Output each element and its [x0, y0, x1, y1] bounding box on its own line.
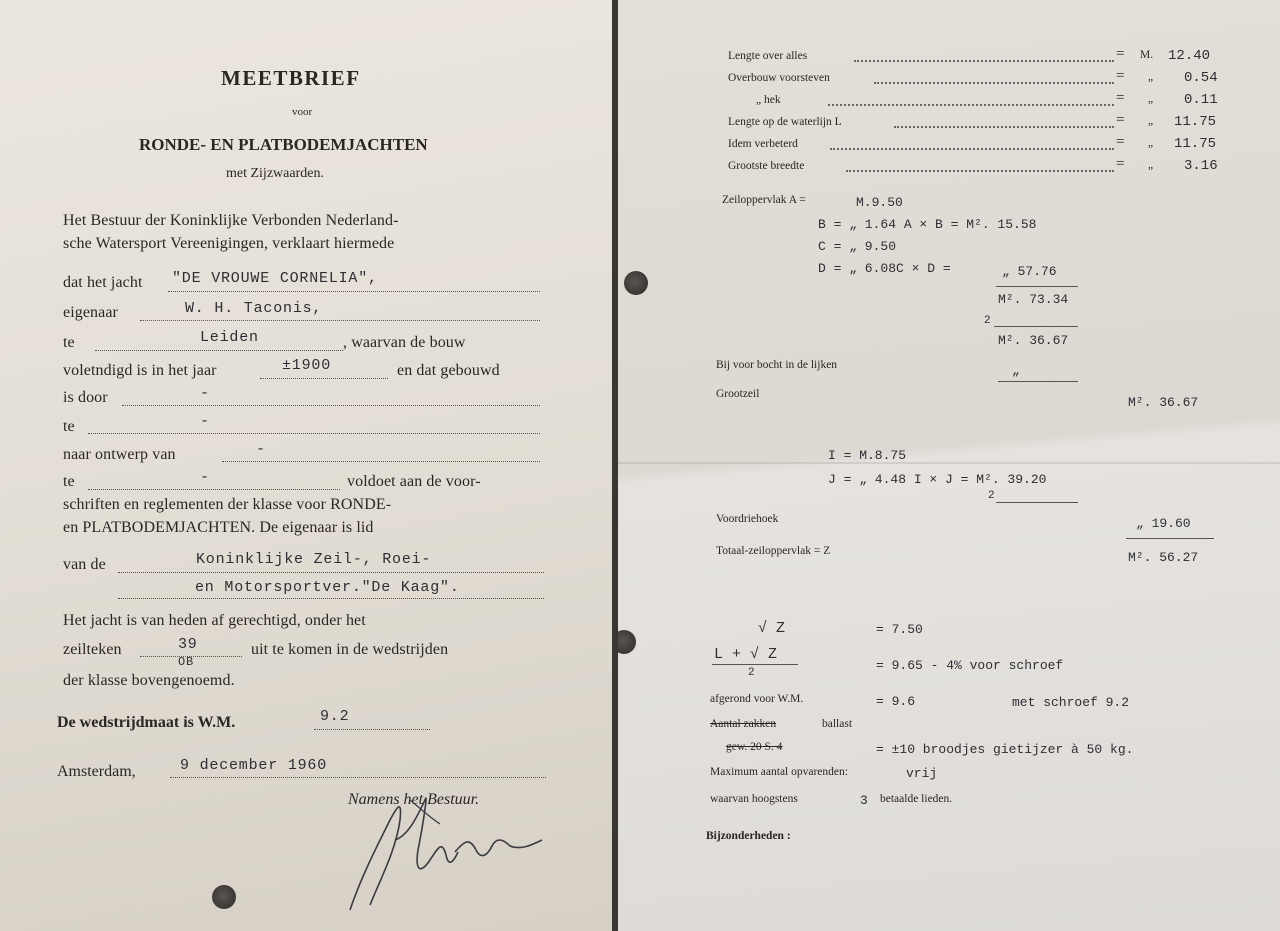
- totaal-label: Totaal-zeiloppervlak = Z: [716, 545, 831, 557]
- dim-eq-2: =: [1116, 68, 1125, 84]
- document-subtitle: RONDE- EN PLATBODEMJACHTEN: [139, 135, 428, 154]
- label-te-3: te: [63, 473, 75, 490]
- dim-unit-4: „: [1148, 115, 1154, 127]
- body-line-schriften: schriften en reglementen der klasse voor RONDE-: [63, 496, 392, 513]
- dots-4: [894, 126, 1114, 128]
- typed-year: ±1900: [282, 357, 332, 374]
- label-amsterdam: Amsterdam,: [57, 763, 136, 780]
- label-gebouwd: en dat gebouwd: [397, 362, 500, 379]
- body-line-1: Het Bestuur der Koninklijke Verbonden Nederland-: [63, 212, 399, 229]
- label-ontwerp: naar ontwerp van: [63, 446, 176, 463]
- certificate-left-page: [0, 0, 612, 931]
- punch-hole-bottom: [212, 885, 236, 909]
- document-title: MEETBRIEF: [221, 66, 361, 90]
- typed-yacht-name: "DE VROUWE CORNELIA",: [172, 270, 378, 287]
- ballast-value: = ±10 broodjes gietijzer à 50 kg.: [876, 742, 1134, 757]
- voor-text: voor: [292, 106, 313, 118]
- zeiloppervlak-a: M.9.50: [856, 195, 903, 210]
- dim-label-hek: „ hek: [756, 94, 781, 106]
- typed-dash-4: -: [200, 469, 210, 486]
- rule-te-3: [88, 489, 340, 490]
- max-opvarenden-value: vrij: [906, 766, 938, 781]
- bocht-label: Bij voor bocht in de lijken: [716, 359, 838, 371]
- signature-image: [320, 780, 560, 920]
- divide-rule: [994, 326, 1078, 327]
- dots-6: [846, 170, 1114, 172]
- voordriehoek-value: „ 19.60: [1136, 516, 1191, 531]
- rule-door: [122, 405, 540, 406]
- max-opvarenden-label: Maximum aantal opvarenden:: [710, 766, 848, 778]
- formula-i: I = M.8.75: [828, 448, 907, 463]
- typed-sail-number: 39: [178, 636, 198, 653]
- waarvan-betaald: betaalde lieden.: [880, 793, 953, 805]
- typed-dash-3: -: [256, 441, 266, 458]
- label-van-de: van de: [63, 556, 106, 573]
- label-eigenaar: eigenaar: [63, 304, 118, 321]
- typed-date: 9 december 1960: [180, 757, 328, 774]
- waarvan-label: waarvan hoogstens: [710, 793, 798, 805]
- dim-eq-6: =: [1116, 156, 1125, 172]
- dots-2: [874, 82, 1114, 84]
- dots-5: [830, 148, 1114, 150]
- paper-fold: [618, 462, 1280, 464]
- bijzonderheden-label: Bijzonderheden :: [706, 830, 791, 842]
- gewicht-label: gew. 20 S. 4: [726, 741, 783, 753]
- label-uit-te-komen: uit te komen in de wedstrijden: [251, 641, 449, 658]
- rule-date: [170, 777, 546, 778]
- dim-value-5: 11.75: [1174, 136, 1217, 152]
- dim-value-6: 3.16: [1184, 158, 1218, 174]
- formula-d: D = „ 6.08C × D =: [818, 261, 951, 276]
- dim-eq-3: =: [1116, 90, 1125, 106]
- divide-two: 2: [984, 315, 991, 327]
- document-subtitle-2: met Zijzwaarden.: [226, 166, 324, 181]
- rule-year: [260, 378, 388, 379]
- body-line-2: sche Watersport Vereenigingen, verklaart hiermede: [63, 235, 395, 252]
- formula-b: B = „ 1.64 A × B = M². 15.58: [818, 217, 1037, 232]
- rule-te-1: [95, 350, 343, 351]
- dim-label-lengte: Lengte over alles: [728, 50, 808, 62]
- dim-value-4: 11.75: [1174, 114, 1217, 130]
- grootzeil-label: Grootzeil: [716, 388, 760, 400]
- label-zeilteken: zeilteken: [63, 641, 122, 658]
- dim-value-1: 12.40: [1168, 48, 1211, 64]
- fraction-rule: [712, 664, 798, 665]
- voordriehoek-label: Voordriehoek: [716, 513, 779, 525]
- body-line-bovengenoemd: der klasse bovengenoemd.: [63, 672, 235, 689]
- divide-rule-2: [996, 502, 1078, 503]
- grootzeil-value: M². 36.67: [1128, 395, 1199, 410]
- label-voldoet: voldoet aan de voor-: [347, 473, 481, 490]
- dim-value-2: 0.54: [1184, 70, 1218, 86]
- label-door: is door: [63, 389, 108, 406]
- punch-hole-middle: [618, 630, 636, 654]
- typed-wm-value: 9.2: [320, 708, 350, 725]
- typed-place: Leiden: [200, 329, 259, 346]
- typed-dash-2: -: [200, 413, 210, 430]
- rule-wm: [314, 729, 430, 730]
- l-plus-value: = 9.65 - 4% voor schroef: [876, 658, 1064, 673]
- dim-eq-1: =: [1116, 46, 1125, 62]
- dim-unit-3: „: [1148, 93, 1154, 105]
- dim-label-overbouw: Overbouw voorsteven: [728, 72, 830, 84]
- label-jacht: dat het jacht: [63, 274, 143, 291]
- typed-dash-1: -: [200, 385, 210, 402]
- dim-unit-6: „: [1148, 159, 1154, 171]
- schroef-value: met schroef 9.2: [1012, 695, 1130, 710]
- voordriehoek-rule: [1126, 538, 1214, 539]
- bocht-rule: [998, 381, 1078, 382]
- rule-club-2: [118, 598, 544, 599]
- rule-club-1: [118, 572, 544, 573]
- formula-d-value: „ 57.76: [1002, 264, 1057, 279]
- divide-two-2: 2: [988, 490, 995, 502]
- typed-club-2: en Motorsportver."De Kaag".: [195, 579, 460, 596]
- label-voltooid: voletndigd is in het jaar: [63, 362, 217, 379]
- typed-sail-suffix: OB: [178, 655, 195, 669]
- body-line-gerechtigd: Het jacht is van heden af gerechtigd, onder het: [63, 612, 366, 629]
- certificate-right-page: [618, 0, 1280, 931]
- totaal-value: M². 56.27: [1128, 550, 1199, 565]
- formula-c: C = „ 9.50: [818, 239, 897, 254]
- punch-hole-top: [624, 271, 648, 295]
- sqrt-z: √ Z: [758, 620, 786, 637]
- fraction-denominator: 2: [748, 667, 755, 679]
- rule-jacht: [168, 291, 540, 292]
- typed-club-1: Koninklijke Zeil-, Roei-: [196, 551, 432, 568]
- dim-unit-1: M.: [1140, 49, 1154, 61]
- zeiloppervlak-label: Zeiloppervlak A =: [722, 194, 806, 206]
- ballast-label: ballast: [822, 718, 853, 730]
- rule-eigenaar: [140, 320, 540, 321]
- dim-value-3: 0.11: [1184, 92, 1218, 108]
- bocht-value: „: [1012, 363, 1020, 378]
- dim-unit-5: „: [1148, 137, 1154, 149]
- sqrt-z-value: = 7.50: [876, 622, 923, 637]
- dots-1: [854, 60, 1114, 62]
- label-te-2: te: [63, 418, 75, 435]
- namens-bestuur: Namens het Bestuur.: [348, 791, 480, 808]
- dim-eq-5: =: [1116, 134, 1125, 150]
- dim-label-verbeterd: Idem verbeterd: [728, 138, 798, 150]
- sum-value: M². 73.34: [998, 292, 1069, 307]
- afgerond-label: afgerond voor W.M.: [710, 693, 804, 705]
- label-wedstrijdmaat: De wedstrijdmaat is W.M.: [57, 714, 236, 731]
- dim-label-breedte: Grootste breedte: [728, 160, 805, 172]
- sum-rule: [996, 286, 1078, 287]
- dim-label-waterlijn: Lengte op de waterlijn L: [728, 116, 842, 128]
- rule-ontwerp: [222, 461, 540, 462]
- half-value: M². 36.67: [998, 333, 1069, 348]
- typed-owner: W. H. Taconis,: [185, 300, 323, 317]
- rule-te-2: [88, 433, 540, 434]
- formula-j: J = „ 4.48 I × J = M². 39.20: [828, 472, 1047, 487]
- afgerond-value: = 9.6: [876, 694, 916, 709]
- label-waarvan: , waarvan de bouw: [343, 334, 466, 351]
- l-plus-sqrt-z: L + √ Z: [714, 646, 778, 663]
- waarvan-count: 3: [860, 793, 868, 808]
- dim-unit-2: „: [1148, 71, 1154, 83]
- body-line-platbodem: en PLATBODEMJACHTEN. De eigenaar is lid: [63, 519, 374, 536]
- dots-3: [828, 104, 1114, 106]
- label-te-1: te: [63, 334, 75, 351]
- dim-eq-4: =: [1116, 112, 1125, 128]
- aantal-zakken-label: Aantal zakken: [710, 718, 777, 730]
